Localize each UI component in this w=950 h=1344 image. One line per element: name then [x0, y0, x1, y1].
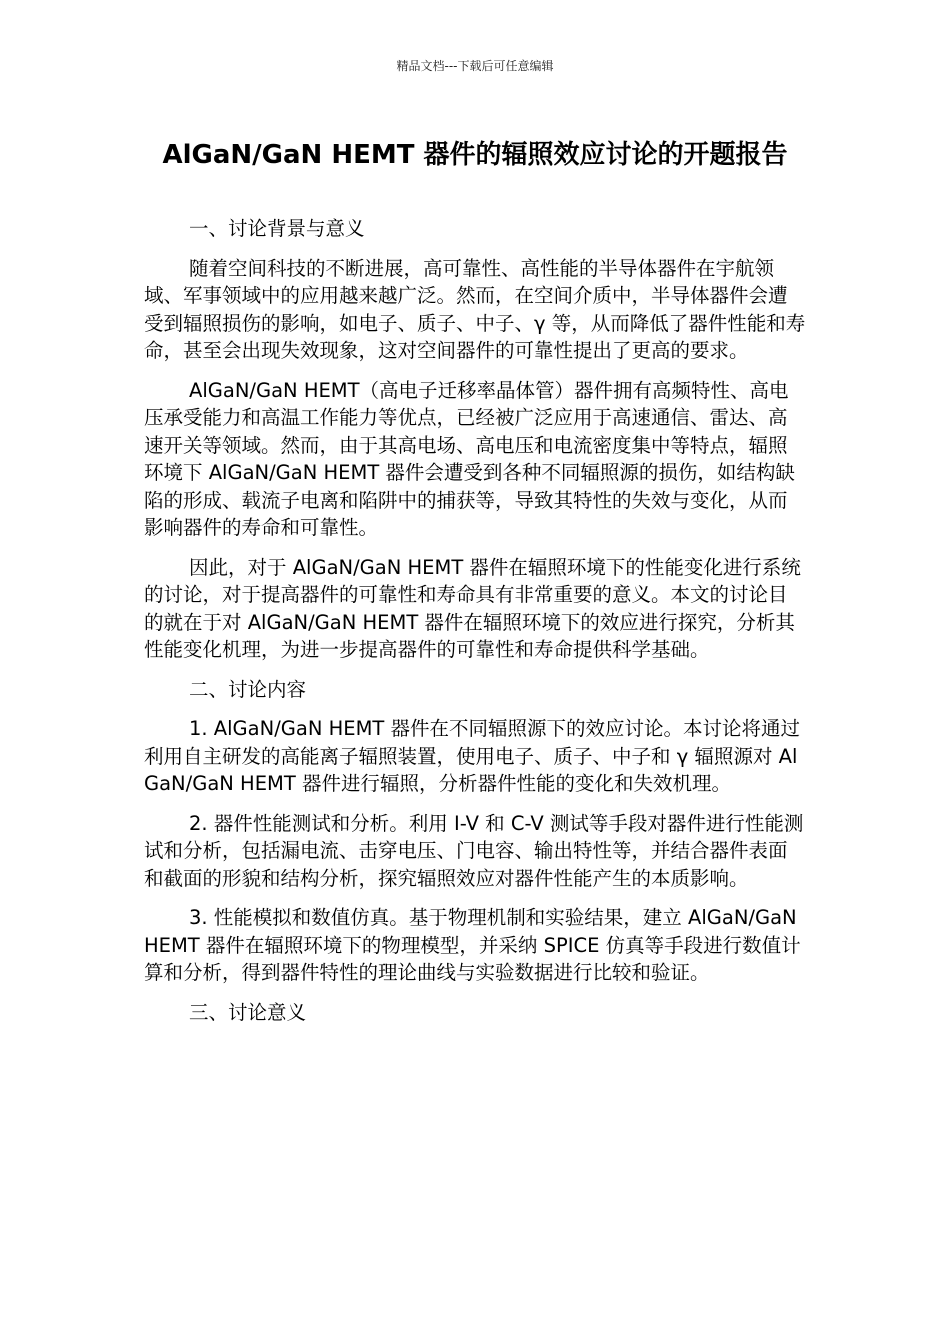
section-heading-content: 二、讨论内容 — [189, 677, 307, 701]
document-body — [144, 215, 806, 1038]
paragraph-background-3: 因此，对于 AlGaN/GaN HEMT 器件在辐照环境下的性能变化进行系统的讨论，对于提高器件的可靠性和寿命具有非常重要的意义。本文的讨论目的就在于对 AlGaN/GaN HEMT 器件在辐照环境下的效应进行探究，分析其性能变化机理，为进一步提高器件的可靠性和寿命提供科学基础。 — [144, 555, 801, 661]
document-title: AlGaN/GaN HEMT 器件的辐照效应讨论的开题报告 — [162, 140, 788, 170]
paragraph-background-2: AlGaN/GaN HEMT（高电子迁移率晶体管）器件拥有高频特性、高电压承受能力和高温工作能力等优点，已经被广泛应用于高速通信、雷达、高速开关等领域。然而，由于其高电场、高电压和电流密度集中等特点，辐照环境下 AlGaN/GaN HEMT 器件会遭受到各种不同辐照源的损伤，如结构缺陷的形成、载流子电离和陷阱中的捕获等，导致其特性的失效与变化，从而影响器件的寿命和可靠性。 — [144, 378, 795, 539]
paragraph-background-1: 随着空间科技的不断进展，高可靠性、高性能的半导体器件在宇航领域、军事领域中的应用越来越广泛。然而，在空间介质中，半导体器件会遭受到辐照损伤的影响，如电子、质子、中子、γ 等，从而降低了器件性能和寿命，甚至会出现失效现象，这对空间器件的可靠性提出了更高的要求。 — [144, 256, 806, 362]
paragraph-content-3: 3. 性能模拟和数值仿真。基于物理机制和实验结果，建立 AlGaN/GaN HEMT 器件在辐照环境下的物理模型，并采纳 SPICE 仿真等手段进行数值计算和分析，得到器件特性的理论曲线与实验数据进行比较和验证。 — [144, 906, 801, 984]
section-heading-background: 一、讨论背景与意义 — [189, 217, 365, 240]
paragraph-content-1: 1. AlGaN/GaN HEMT 器件在不同辐照源下的效应讨论。本讨论将通过利用自主研发的高能离子辐照装置，使用电子、质子、中子和 γ 辐照源对 AlGaN/GaN HEMT 器件进行辐照，分析器件性能的变化和失效机理。 — [144, 717, 801, 795]
page-header: 精品文档---下载后可任意编辑 — [396, 59, 554, 73]
section-heading-significance: 三、讨论意义 — [189, 1000, 307, 1024]
paragraph-content-2: 2. 器件性能测试和分析。利用 I-V 和 C-V 测试等手段对器件进行性能测试和分析，包括漏电流、击穿电压、门电容、输出特性等，并结合器件表面和截面的形貌和结构分析，探究辐照效应对器件性能产生的本质影响。 — [144, 811, 804, 890]
